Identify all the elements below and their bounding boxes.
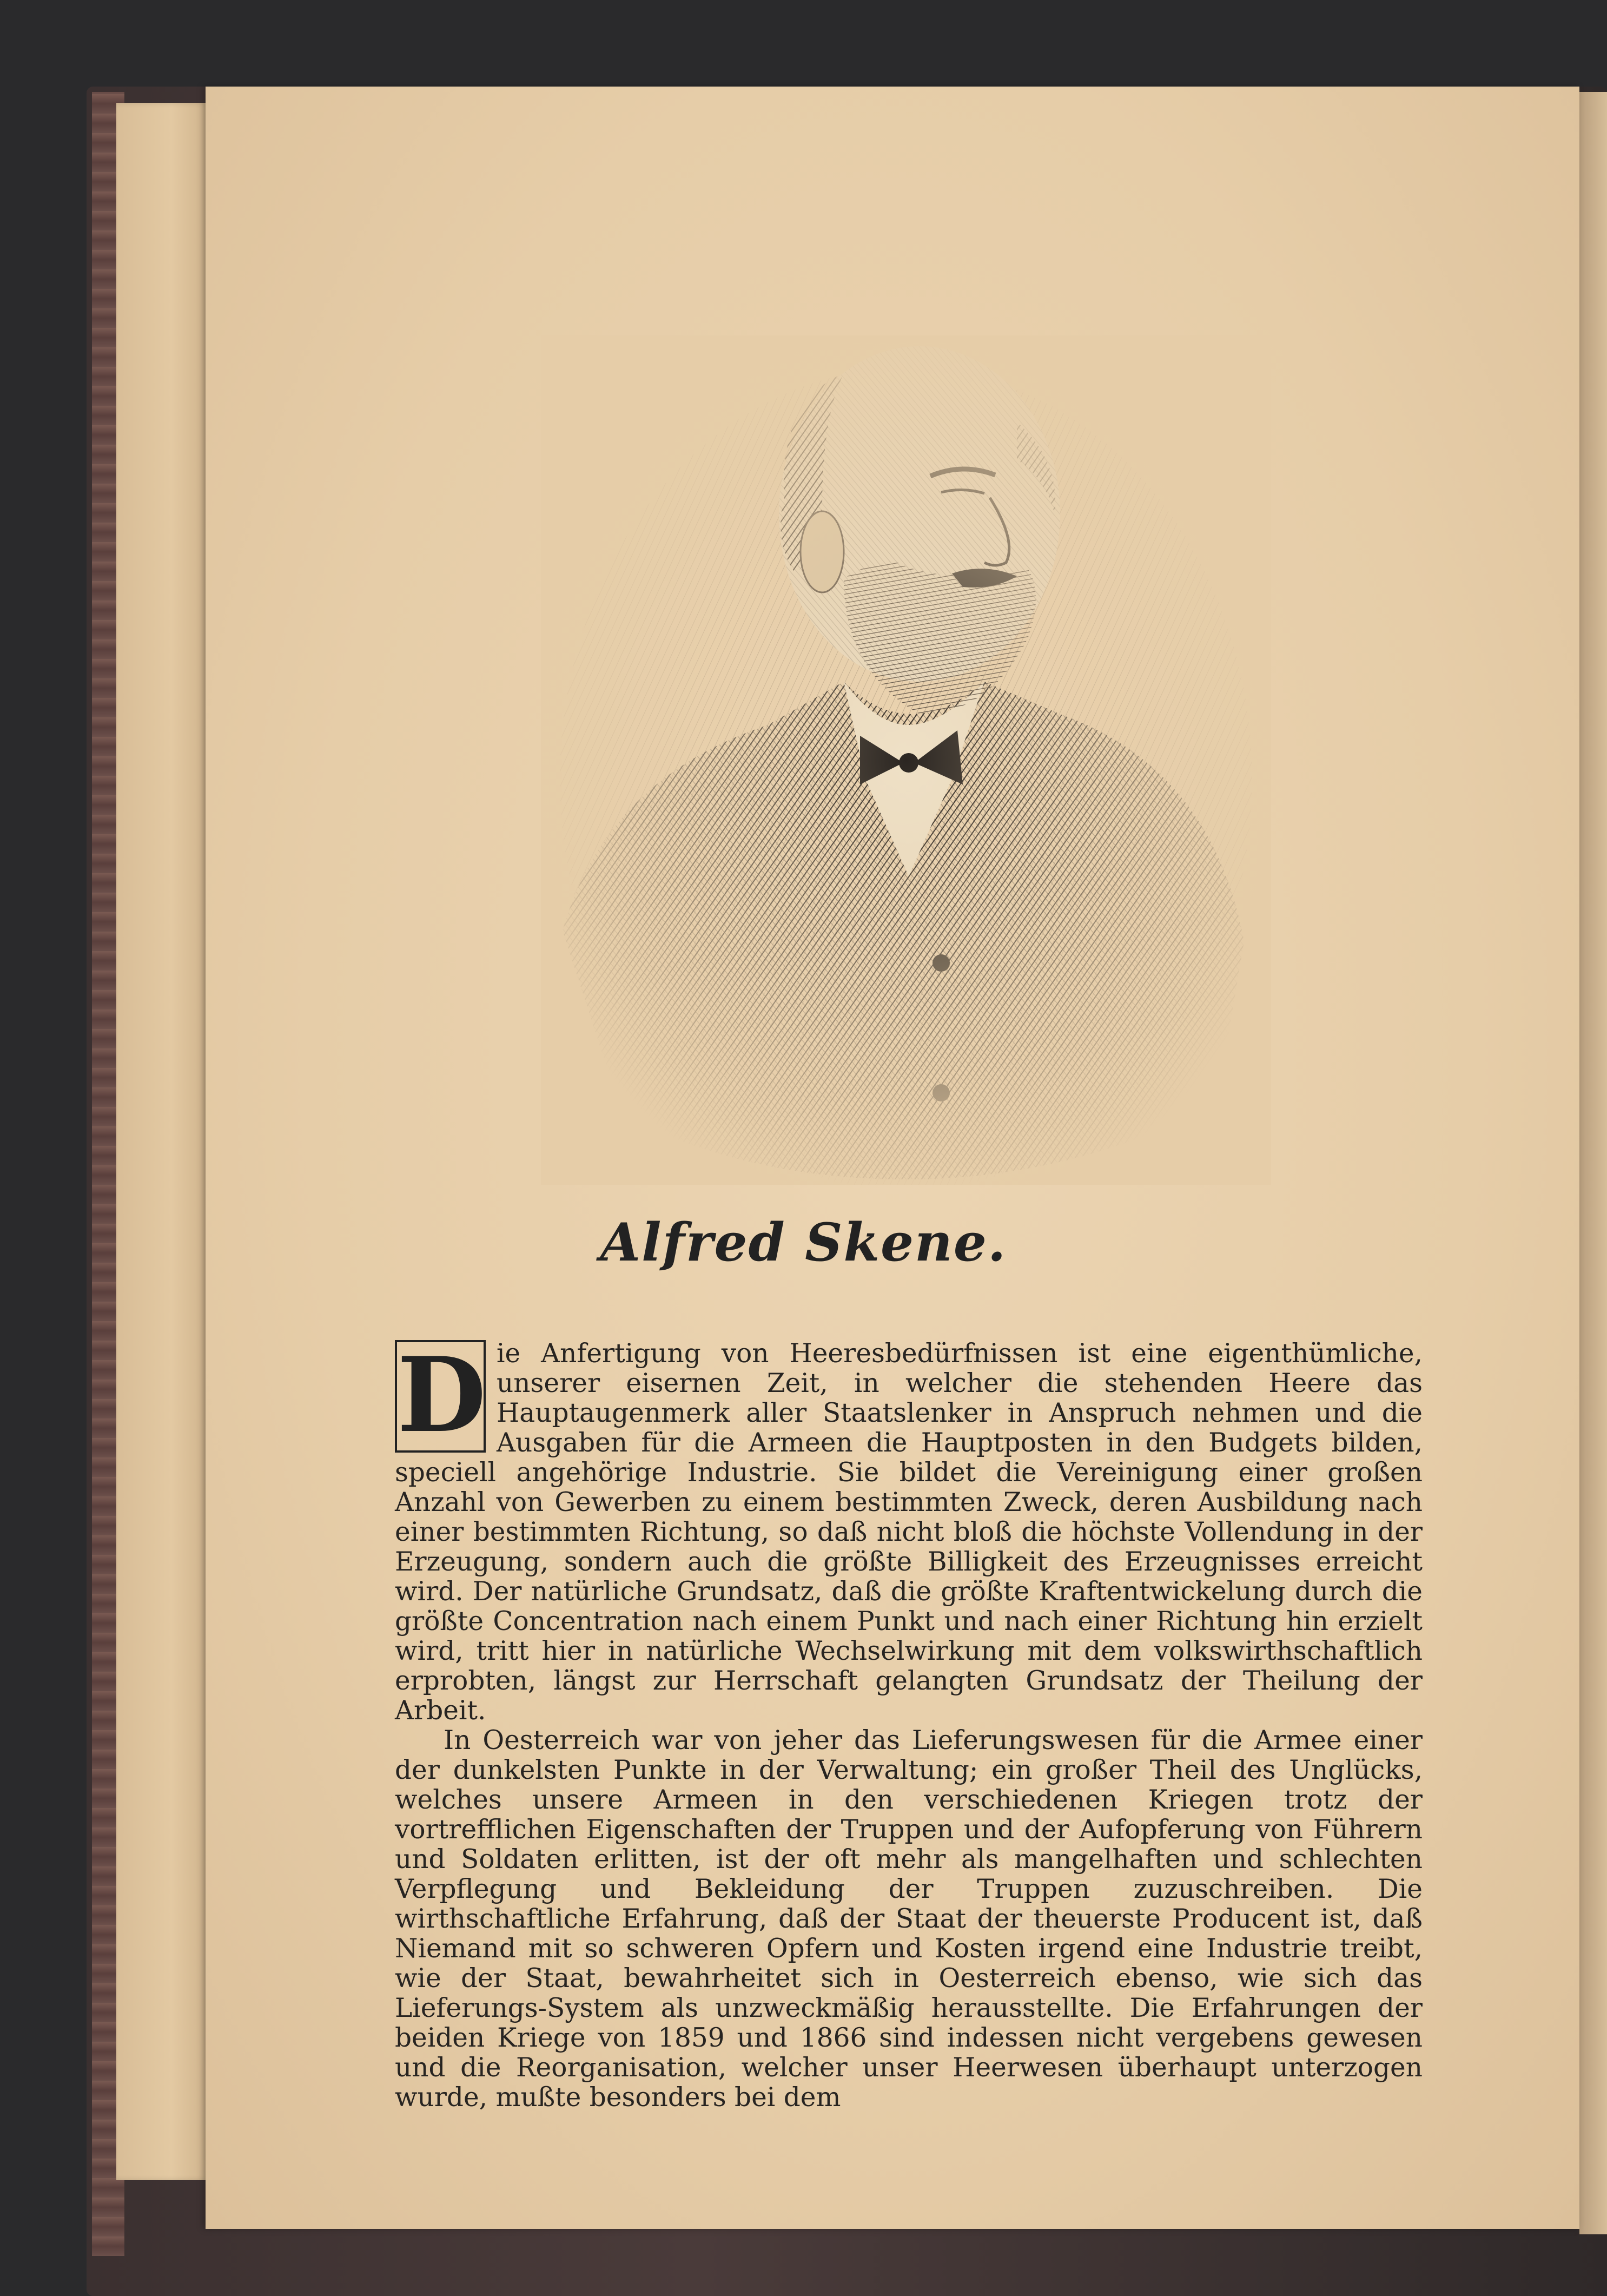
page-stack-edge [116,103,208,2180]
paragraph-2: In Oesterreich war von jeher das Lieferungswesen für die Armee einer der dunkelsten Punkte in der Verwaltung; ein großer Theil des Unglücks, welches unsere Armeen in den verschiedenen Kriegen trotz der vortrefflichen Eigenschaften der Truppen und der Aufopferung von Führern und Soldaten erlitten, ist der oft mehr als mangelhaften und schlechten Verpflegung und Bekleidung der Truppen zuzuschreiben. Die wirthschaftliche Erfahrung, daß der Staat der theuerste Producent ist, daß Niemand mit so schweren Opfern und Kosten irgend eine Industrie treibt, wie der Staat, bewahrheitet sich in Oesterreich ebenso, wie sich das Lieferungs-System als unzweckmäßig herausstellte. Die Erfahrungen der beiden Kriege von 1859 und 1866 sind indessen nicht vergebens gewesen und die Reorganisation, welcher unser Heerwesen überhaupt unterzogen wurde, mußte besonders bei dem [395,1725,1423,2113]
next-page-edge [1579,92,1607,2234]
article-title: Alfred Skene. [600,1212,1007,1273]
engraved-portrait [541,335,1271,1185]
drop-cap: D [395,1340,486,1453]
article-body [395,1335,1423,2113]
paragraph-1 [395,1335,1423,1726]
paragraph-1-text: ie Anfertigung von Heeresbedürfnissen ist eine eigenthümliche, unserer eisernen Zeit, in welcher die stehenden Heere das Hauptaugenmerk aller Staatslenker in Anspruch nehmen und die Ausgaben für die Armeen die Hauptposten in den Budgets bilden, speciell angehörige Industrie. Sie bildet die Vereinigung einer großen Anzahl von Gewerben zu einem bestimmten Zweck, deren Ausbildung nach einer bestimmten Richtung, so daß nicht bloß die höchste Vollendung in der Erzeugung, sondern auch die größte Billigkeit des Erzeugnisses erreicht wird. Der natürliche Grundsatz, daß die größte Kraftentwickelung durch die größte Concentration nach einem Punkt und nach einer Richtung hin erzielt wird, tritt hier in natürliche Wechselwirkung mit dem volkswirthschaftlich erprobten, längst zur Herrschaft gelangten Grundsatz der Theilung der Arbeit. [395,1338,1423,1726]
